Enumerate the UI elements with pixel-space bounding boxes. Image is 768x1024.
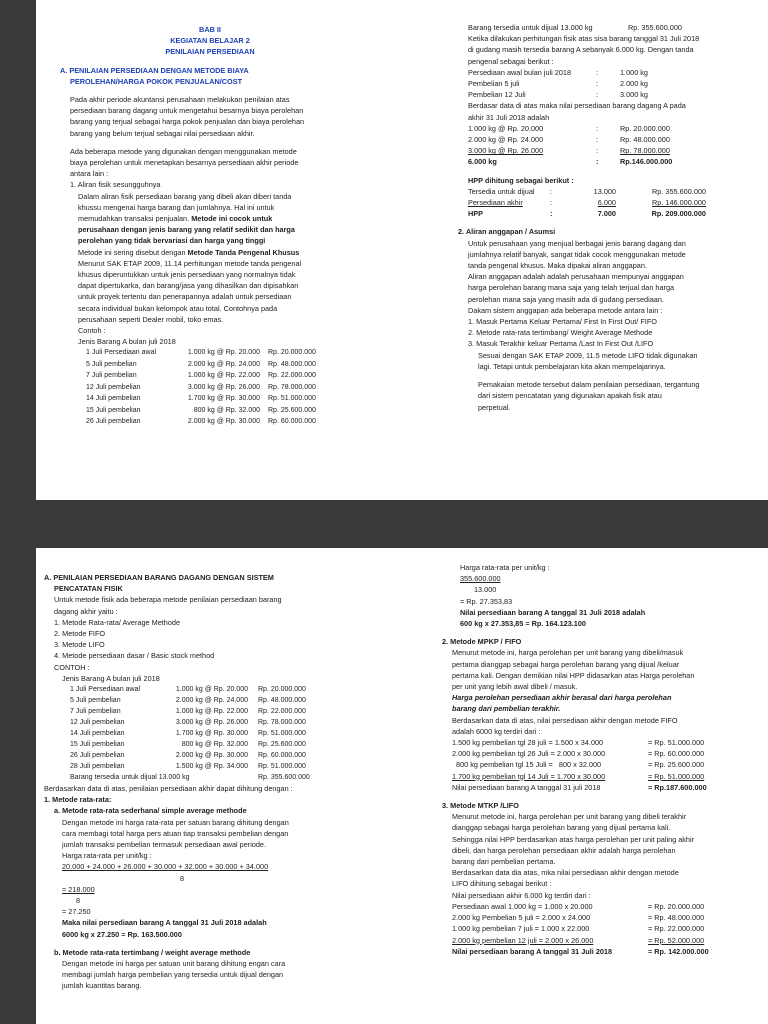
table-cell: Rp. 22.000.000	[258, 708, 306, 716]
bold-span: Metode Tanda Pengenal Khusus	[187, 247, 300, 257]
table-row	[468, 197, 758, 208]
table-cell: 2.000 kg @ Rp. 30.000	[175, 752, 248, 760]
table-cell: 3.000 kg @ Rp. 26.000	[468, 146, 544, 156]
method-heading: 2. Metode MPKP / FIFO	[442, 637, 522, 647]
list-item: 1. Aliran fisik sesungguhnya	[70, 180, 161, 190]
table-cell: Rp. 355.600.000	[652, 186, 706, 196]
text-line: lagi. Tetapi untuk pembelajaran kita akan mempelajarinya.	[478, 361, 666, 371]
table-cell: 1.700 kg pembelian tgl 14 Juli = 1.700 x 30.000	[452, 771, 606, 781]
text-line: perusahaan seperti Dealer mobil, toko emas.	[78, 314, 224, 324]
table-cell: Rp. 51.000.000	[258, 763, 306, 771]
table-cell: 1.000 kg pembelian 7 juli = 1.000 x 22.000	[452, 924, 590, 934]
text-line: harga perolehan barang mana saja yang telah terjual dan harga	[468, 283, 675, 293]
table-cell: :	[596, 123, 599, 133]
page1-right-column	[458, 22, 758, 413]
table-cell: Rp. 22.000.000	[268, 372, 316, 380]
transaction-table	[44, 684, 344, 783]
table-row	[468, 145, 758, 156]
text-line: Menurut SAK ETAP 2009, 11.14 perhitungan metode tanda pengenal	[78, 258, 302, 268]
text-line: Jenis Barang A bulan juli 2018	[78, 337, 176, 347]
table-row	[452, 912, 762, 923]
text-line: Untuk perusahaan yang menjual berbagai jenis barang dagang dan	[468, 238, 686, 248]
text-line: dianggap sebagai harga perolehan barang yang dijual pertama kali.	[452, 823, 671, 833]
list-item: 1. Metode Rata-rata/ Average Methode	[54, 617, 181, 627]
result-line: Nilai persediaan barang A tanggal 31 Juli 2018 adalah	[460, 607, 646, 617]
text-line: membagi jumlah harga pembelian yang tersedia untuk dijual dengan	[62, 970, 284, 980]
text-line: Contoh :	[78, 326, 106, 336]
text-line: di gudang masih tersedia barang A sebanyak 6.000 kg. Dengan tanda	[468, 45, 694, 55]
table-row	[452, 935, 762, 946]
text-line: Untuk metode fisik ada beberapa metode penilaian persediaan barang	[54, 595, 282, 605]
table-row	[86, 347, 360, 358]
page2-right-column	[442, 562, 762, 957]
text-line: perolehan yang tidak bervariasi dan harga yang tinggi	[78, 236, 266, 246]
text-line: dagang akhir yaitu :	[54, 606, 118, 616]
equation-line: = 218.000	[62, 884, 95, 894]
text-line: Jenis Barang A bulan juli 2018	[62, 673, 160, 683]
table-cell: Rp. 209.000.000	[651, 209, 706, 219]
table-cell: Rp. 78.000.000	[258, 719, 306, 727]
method-text	[44, 817, 344, 940]
table-cell: 15 Juli pembelian	[70, 741, 125, 749]
table-cell: Persediaan akhir	[468, 198, 523, 208]
text-line: pertama dianggap sebagai harga perolehan barang yang dijual /keluar	[452, 659, 680, 669]
table-cell: 26 Juli pembelian	[70, 752, 125, 760]
text-line: dibeli, dan harga perolehan persediaan akhir adalah harga perolehan	[452, 845, 676, 855]
table-row	[86, 382, 360, 393]
table-cell: Persediaan awal bulan juli 2018	[468, 67, 572, 77]
text-line: Berdasar data di atas maka nilai persediaan barang dagang A pada	[468, 101, 686, 111]
table-cell: 12 Juli pembelian	[86, 383, 141, 391]
table-cell: Rp. 48.000.000	[268, 360, 316, 368]
text-line	[78, 247, 360, 258]
table-cell: Rp. 25.600.000	[258, 741, 306, 749]
table-row	[452, 923, 762, 934]
text-line: barang yang belum terjual sebagai nilai persediaan akhir.	[70, 128, 255, 138]
table-row	[70, 761, 344, 772]
transaction-table	[60, 347, 360, 427]
section-heading: A. PENILAIAN PERSEDIAAN DENGAN METODE BIAYA	[60, 65, 249, 75]
text-line: cara membagi total harga pers atuan tiap transaksi pembelian dengan	[62, 828, 289, 838]
text-line: Berdasarkan data di atas, nilai persediaan akhir dengan metode FIFO	[452, 715, 678, 725]
text-span: memudahkan transaksi penjualan.	[78, 214, 190, 224]
table-cell: :	[596, 67, 599, 77]
text-line: Pada akhir periode akuntansi perusahaan melakukan penilaian atas	[70, 95, 290, 105]
text-line: barang yang terjual sebagai harga pokok penjualan dan biaya perolehan	[70, 117, 305, 127]
text-line: jumlah kuantitas barang.	[62, 981, 142, 991]
text-line: dari sistem pencatatan yang digunakan apakah fisik atau	[478, 391, 662, 401]
table-cell: Rp. 20.000.000	[258, 686, 306, 694]
method-text	[442, 647, 762, 793]
text-line: pertama kali. Dengan demikian nilai HPP didasarkan atas Harga perolehan	[452, 670, 695, 680]
table-cell: 1.000 kg	[620, 67, 648, 77]
total-row	[468, 156, 758, 167]
table-cell: 28 Juli pembelian	[70, 763, 125, 771]
text-line: Dalam aliran fisik persediaan barang yang dibeli akan diberi tanda	[78, 191, 292, 201]
fraction-denominator: 13.000	[474, 585, 497, 595]
text-line: dapat dipertukarka, dan barang/jasa yang dihasilkan dan dipisahkan	[78, 281, 299, 291]
table-cell: 5 Juli pembelian	[86, 360, 137, 368]
result-line: 600 kg x 27.353,85 = Rp. 164.123.100	[460, 619, 586, 629]
list-item: 3. Masuk Terakhir keluar Pertama /Last In First Out /LIFO	[468, 339, 654, 349]
text-line: Menurut metode ini, harga perolehan per unit barang yang dibeli/masuk	[452, 648, 684, 658]
table-row	[452, 771, 762, 782]
table-cell: 2.000 kg pembelian 12 juli = 2.000 x 26.000	[452, 935, 594, 945]
activity-title: KEGIATAN BELAJAR 2	[170, 36, 250, 46]
table-cell: 1.700 kg @ Rp. 30.000	[175, 730, 248, 738]
table-cell: 800 kg @ Rp. 32.000	[193, 406, 260, 414]
fraction-denominator: 8	[76, 896, 81, 906]
table-cell: = Rp. 22.000.000	[648, 924, 705, 934]
table-cell: :	[550, 198, 553, 208]
table-cell: :	[596, 135, 599, 145]
text-line: per unit yang lebih awal dibeli / masuk.	[452, 682, 578, 692]
table-row	[452, 748, 762, 759]
table-cell: :	[596, 146, 599, 156]
text-line: secara individual bukan kelompok atau total. Contohnya pada	[78, 303, 278, 313]
table-cell: HPP	[468, 209, 484, 219]
text-line: adalah 6000 kg terdiri dari :	[452, 726, 541, 736]
table-row	[468, 186, 758, 197]
table-cell: 5 Juli pembelian	[70, 697, 121, 705]
text-line	[78, 213, 360, 224]
table-cell: Rp. 146.000.000	[652, 198, 706, 208]
table-cell: Rp. 78.000.000	[268, 383, 316, 391]
table-row	[452, 901, 762, 912]
table-row	[70, 750, 344, 761]
text-line: persediaan barang dagang untuk mengetahui besarnya biaya perolehan	[70, 106, 304, 116]
table-cell: = Rp. 142.000.000	[648, 946, 709, 956]
table-cell: 1.500 kg @ Rp. 34.000	[175, 763, 248, 771]
table-cell: Tersedia untuk dijual	[468, 186, 535, 196]
table-cell: Rp. 48.000.000	[620, 135, 670, 145]
text-span: Metode ini sering disebut dengan	[78, 247, 186, 257]
table-cell: 7 Juli pembelian	[70, 708, 121, 716]
fraction-numerator: 20.000 + 24.000 + 26.000 + 30.000 + 32.000 + 30.000 + 34.000	[62, 862, 269, 872]
equation-line: = Rp. 27.353,83	[460, 596, 513, 606]
text-line: Pemakaian metode tersebut dalam penilaian persediaan, tergantung	[478, 380, 700, 390]
text-line: biaya perolehan untuk menetapkan besarnya persediaan akhir periode	[70, 158, 299, 168]
list-item: 4. Metode persediaan dasar / Basic stock method	[54, 651, 215, 661]
table-cell: Rp.146.000.000	[620, 157, 673, 167]
table-cell: Rp. 51.000.000	[258, 730, 306, 738]
table-cell: 15 Juli pembelian	[86, 406, 141, 414]
table-cell: 1 Juli Persediaan awal	[70, 686, 141, 694]
page2-left-column	[44, 572, 344, 992]
table-row	[468, 89, 758, 100]
table-cell: Persediaan awal 1.000 kg = 1.000 x 20.000	[452, 901, 593, 911]
text-line: Dengan metode ini harga per satuan unit barang dihitung engan cara	[62, 959, 286, 969]
physical-flow-text	[60, 191, 360, 348]
text-line: Harga rata-rata per unit/kg :	[460, 563, 550, 572]
method-subheading: a. Metode rata-rata sederhana/ simple average methode	[54, 806, 247, 816]
table-cell: 12 Juli pembelian	[70, 719, 125, 727]
result-line: 6000 kg x 27.250 = Rp. 163.500.000	[62, 929, 182, 939]
table-cell: 7.000	[597, 209, 616, 219]
table-cell: = Rp. 25.600.000	[648, 760, 705, 770]
hpp-heading: HPP dihitung sebagai berikut :	[468, 175, 574, 185]
table-cell: Rp. 48.000.000	[258, 697, 306, 705]
table-cell: :	[596, 157, 599, 167]
page1-left-column	[60, 24, 360, 427]
table-cell: Rp. 78.000.000	[620, 146, 670, 156]
method-heading: 1. Metode rata-rata:	[44, 795, 112, 805]
table-cell: 1.000 kg @ Rp. 20.000	[468, 123, 544, 133]
table-cell: Rp. 355.600.000	[258, 774, 310, 782]
text-line: Dengan metode ini harga rata-rata per satuan barang dihitung dengan	[62, 817, 289, 827]
text-line: Aliran anggapan adalah adalah perusahaan mempunyai anggapan	[468, 272, 684, 282]
fraction-numerator: 355.600.000	[460, 574, 501, 584]
method-subheading: b. Metode rata-rata tertimbang / weight average methode	[54, 947, 251, 957]
total-row	[452, 946, 762, 957]
table-cell: 7 Juli pembelian	[86, 372, 137, 380]
text-line: perpetual.	[478, 402, 511, 412]
table-cell: 1.700 kg @ Rp. 30.000	[187, 395, 260, 403]
table-cell: 3.000 kg @ Rp. 26.000	[175, 719, 248, 727]
table-row	[86, 370, 360, 381]
value: Rp. 355.600.000	[628, 23, 682, 32]
list-item: 2. Metode FIFO	[54, 629, 106, 639]
text-line: jumlahnya relatif banyak, sangat tidak cocok menggunakan metode	[468, 249, 686, 259]
table-cell: Pembelian 12 Juli	[468, 90, 526, 100]
text-line: Menurut metode ini, harga perolehan per unit barang yang dibeli terakhir	[452, 812, 687, 822]
text-line: antara lain :	[70, 169, 109, 179]
table-cell: = Rp. 51.000.000	[648, 771, 705, 781]
total-row	[452, 782, 762, 793]
table-cell: = Rp. 60.000.000	[648, 749, 705, 759]
text-line: Ketika dilakukan perhitungan fisik atas sisa barang tanggal 31 Juli 2018	[468, 34, 700, 44]
text-line: khusus diperuntukkan untuk jenis persediaan yang normalnya tidak	[78, 270, 296, 280]
document-page-2	[36, 548, 768, 1024]
table-cell: Rp. 20.000.000	[268, 349, 316, 357]
text-line: Berdasarkan data di atas, penilaian persediaan akhir dapat dihitung dengan :	[44, 784, 293, 794]
table-row	[70, 739, 344, 750]
text-line: Berdasarkan data dia atas, mka nilai persediaan akhir dengan metode	[452, 868, 679, 878]
available-row	[468, 22, 758, 33]
section-heading-cont: PENCATATAN FISIK	[54, 584, 123, 594]
table-cell: Pembelian 5 juli	[468, 79, 520, 89]
section-heading: A. PENILAIAN PERSEDIAAN BARANG DAGANG DENGAN SISTEM	[44, 573, 274, 582]
topic-title: PENILAIAN PERSEDIAAN	[165, 47, 255, 57]
text-line: perolehan mana saja yang masih ada di gudang persediaan.	[468, 294, 664, 304]
text-line: jumlah transaksi pembelian termasuk persediaan awal periode.	[62, 840, 267, 850]
emphasis-line: barang dari pembelian terakhir.	[452, 704, 561, 714]
table-cell: Rp. 25.600.000	[268, 406, 316, 414]
table-cell: = Rp. 48.000.000	[648, 913, 705, 923]
table-cell: 6.000	[597, 198, 616, 208]
text-line: Harga rata-rata per unit/kg :	[62, 851, 152, 861]
table-row	[468, 78, 758, 89]
paragraph-1	[60, 94, 360, 139]
document-page-1	[36, 0, 768, 500]
text-line: Sehingga nilai HPP berdasarkan atas harga perolehan per unit paling akhir	[452, 834, 695, 844]
text-line: tanda pengenal khusus. Maka dipakai aliran anggapan.	[468, 261, 647, 271]
table-cell: 3.000 kg	[620, 90, 648, 100]
table-cell: 2.000 kg @ Rp. 24.000	[187, 360, 260, 368]
table-cell: 2.000 kg	[620, 79, 648, 89]
fraction-denominator: 8	[179, 873, 185, 883]
table-cell: Barang tersedia untuk dijual 13.000 kg	[70, 774, 190, 782]
table-cell: = Rp. 20.000.000	[648, 901, 705, 911]
table-cell: 2.000 kg @ Rp. 24.000	[175, 697, 248, 705]
table-cell: 2.000 kg @ Rp. 30.000	[187, 417, 260, 425]
table-cell: 2.000 kg pembelian tgl 26 Juli = 2.000 x 30.000	[452, 749, 606, 759]
table-row	[70, 717, 344, 728]
text-line: Sesuai dengan SAK ETAP 2009, 11.5 metode LIFO tidak digunakan	[478, 350, 698, 360]
table-row	[452, 737, 762, 748]
method-text	[44, 958, 344, 992]
table-cell: 1.000 kg @ Rp. 22.000	[175, 708, 248, 716]
table-cell: = Rp.187.600.000	[648, 782, 707, 792]
table-cell: 26 Juli pembelian	[86, 417, 141, 425]
table-row	[86, 393, 360, 404]
bold-span: Metode ini cocok untuk	[191, 214, 273, 224]
result-line: Maka nilai persediaan barang A tanggal 31 Juli 2018 adalah	[62, 918, 267, 928]
table-cell: Rp. 20.000.000	[620, 123, 670, 133]
table-cell: = Rp. 52.000.000	[648, 935, 705, 945]
label: Barang tersedia untuk dijual 13.000 kg	[468, 23, 593, 32]
text-line: perusahaan dengan jenis barang yang relatif sedikit dan harga	[78, 225, 295, 235]
table-cell: = Rp. 51.000.000	[648, 738, 705, 748]
table-cell: :	[550, 209, 553, 219]
list-item: 1. Masuk Pertama Keluar Pertama/ First In First Out/ FIFO	[468, 317, 657, 327]
table-cell: 1.000 kg @ Rp. 22.000	[187, 372, 260, 380]
table-cell: 1.000 kg @ Rp. 20.000	[175, 686, 248, 694]
table-row	[468, 134, 758, 145]
table-row	[468, 67, 758, 78]
section-heading-cont: PEROLEHAN/HARGA POKOK PENJUALAN/COST	[70, 76, 243, 86]
table-row	[86, 405, 360, 416]
table-row	[70, 772, 344, 783]
hpp-total-row	[468, 208, 758, 219]
table-row	[70, 684, 344, 695]
text-line: LIFO dihitung sebagai berikut :	[452, 879, 552, 889]
table-cell: :	[550, 186, 553, 196]
subsection-heading: 2. Aliran anggapan / Asumsi	[458, 227, 556, 237]
table-cell: 14 Juli pembelian	[70, 730, 125, 738]
chapter-title: BAB II	[199, 25, 221, 34]
table-cell: 14 Juli pembelian	[86, 395, 141, 403]
method-heading: 3. Metode MTKP /LIFO	[442, 801, 519, 811]
list-item: 2. Metode rata-rata tertimbang/ Weight Average Methode	[468, 328, 653, 338]
list-item: 3. Metode LIFO	[54, 640, 105, 650]
table-cell: :	[596, 79, 599, 89]
table-cell: 3.000 kg @ Rp. 26.000	[187, 383, 260, 391]
table-row	[452, 759, 762, 770]
table-cell: Nilai persediaan barang A tanggal 31 Juli 2018	[452, 946, 613, 956]
table-row	[468, 123, 758, 134]
table-row	[86, 416, 360, 427]
table-cell: Rp. 60.000.000	[258, 752, 306, 760]
table-cell: :	[596, 90, 599, 100]
table-cell: 2.000 kg @ Rp. 24.000	[468, 135, 544, 145]
text-line: Nilai persediaan akhir 6.000 kg terdiri dari :	[452, 890, 591, 900]
text-line: Dakam sistem anggapan ada beberapa metode antara lain :	[468, 305, 663, 315]
table-cell: Nilai persediaan barang A tanggal 31 juli 2018	[452, 782, 601, 792]
table-cell: 13.000	[593, 186, 616, 196]
text-line: khussu mengenai harga barang dan jumlahnya. Hal ini untuk	[78, 202, 275, 212]
method-text	[442, 811, 762, 957]
table-cell: Rp. 51.000.000	[268, 395, 316, 403]
table-cell: 800 kg @ Rp. 32.000	[181, 741, 248, 749]
table-row	[86, 359, 360, 370]
table-cell: Rp. 60.000.000	[268, 417, 316, 425]
text-line: pengenal sebagai berikut :	[468, 56, 554, 66]
emphasis-line: Harga perolehan persediaan akhir berasal dari harga perolehan	[452, 693, 672, 703]
table-cell: 2.000 kg Pembelian 5 juli = 2.000 x 24.000	[452, 913, 591, 923]
table-cell: 800 kg pembelian tgl 15 Juli = 800 x 32.000	[452, 760, 602, 770]
text-line: untuk proyek tertentu dan penerapannya adalah untuk persediaan	[78, 292, 292, 302]
table-cell: 6.000 kg	[468, 157, 497, 167]
text-line: Ada beberapa metode yang digunakan dengan menggunakan metode	[70, 146, 297, 156]
table-row	[70, 728, 344, 739]
table-cell: 1.500 kg pembelian tgl 28 juli = 1.500 x 34.000	[452, 738, 604, 748]
equation-line: = 27.250	[62, 907, 91, 917]
table-row	[70, 695, 344, 706]
text-line: akhir 31 Juli 2018 adalah	[468, 112, 550, 122]
table-cell: 1 Juli Persediaan awal	[86, 349, 157, 357]
text-line: CONTOH :	[54, 662, 90, 672]
paragraph-2	[60, 146, 360, 191]
table-row	[70, 706, 344, 717]
text-line: barang dari pembelian pertama.	[452, 857, 556, 867]
table-cell: 1.000 kg @ Rp. 20.000	[187, 349, 260, 357]
